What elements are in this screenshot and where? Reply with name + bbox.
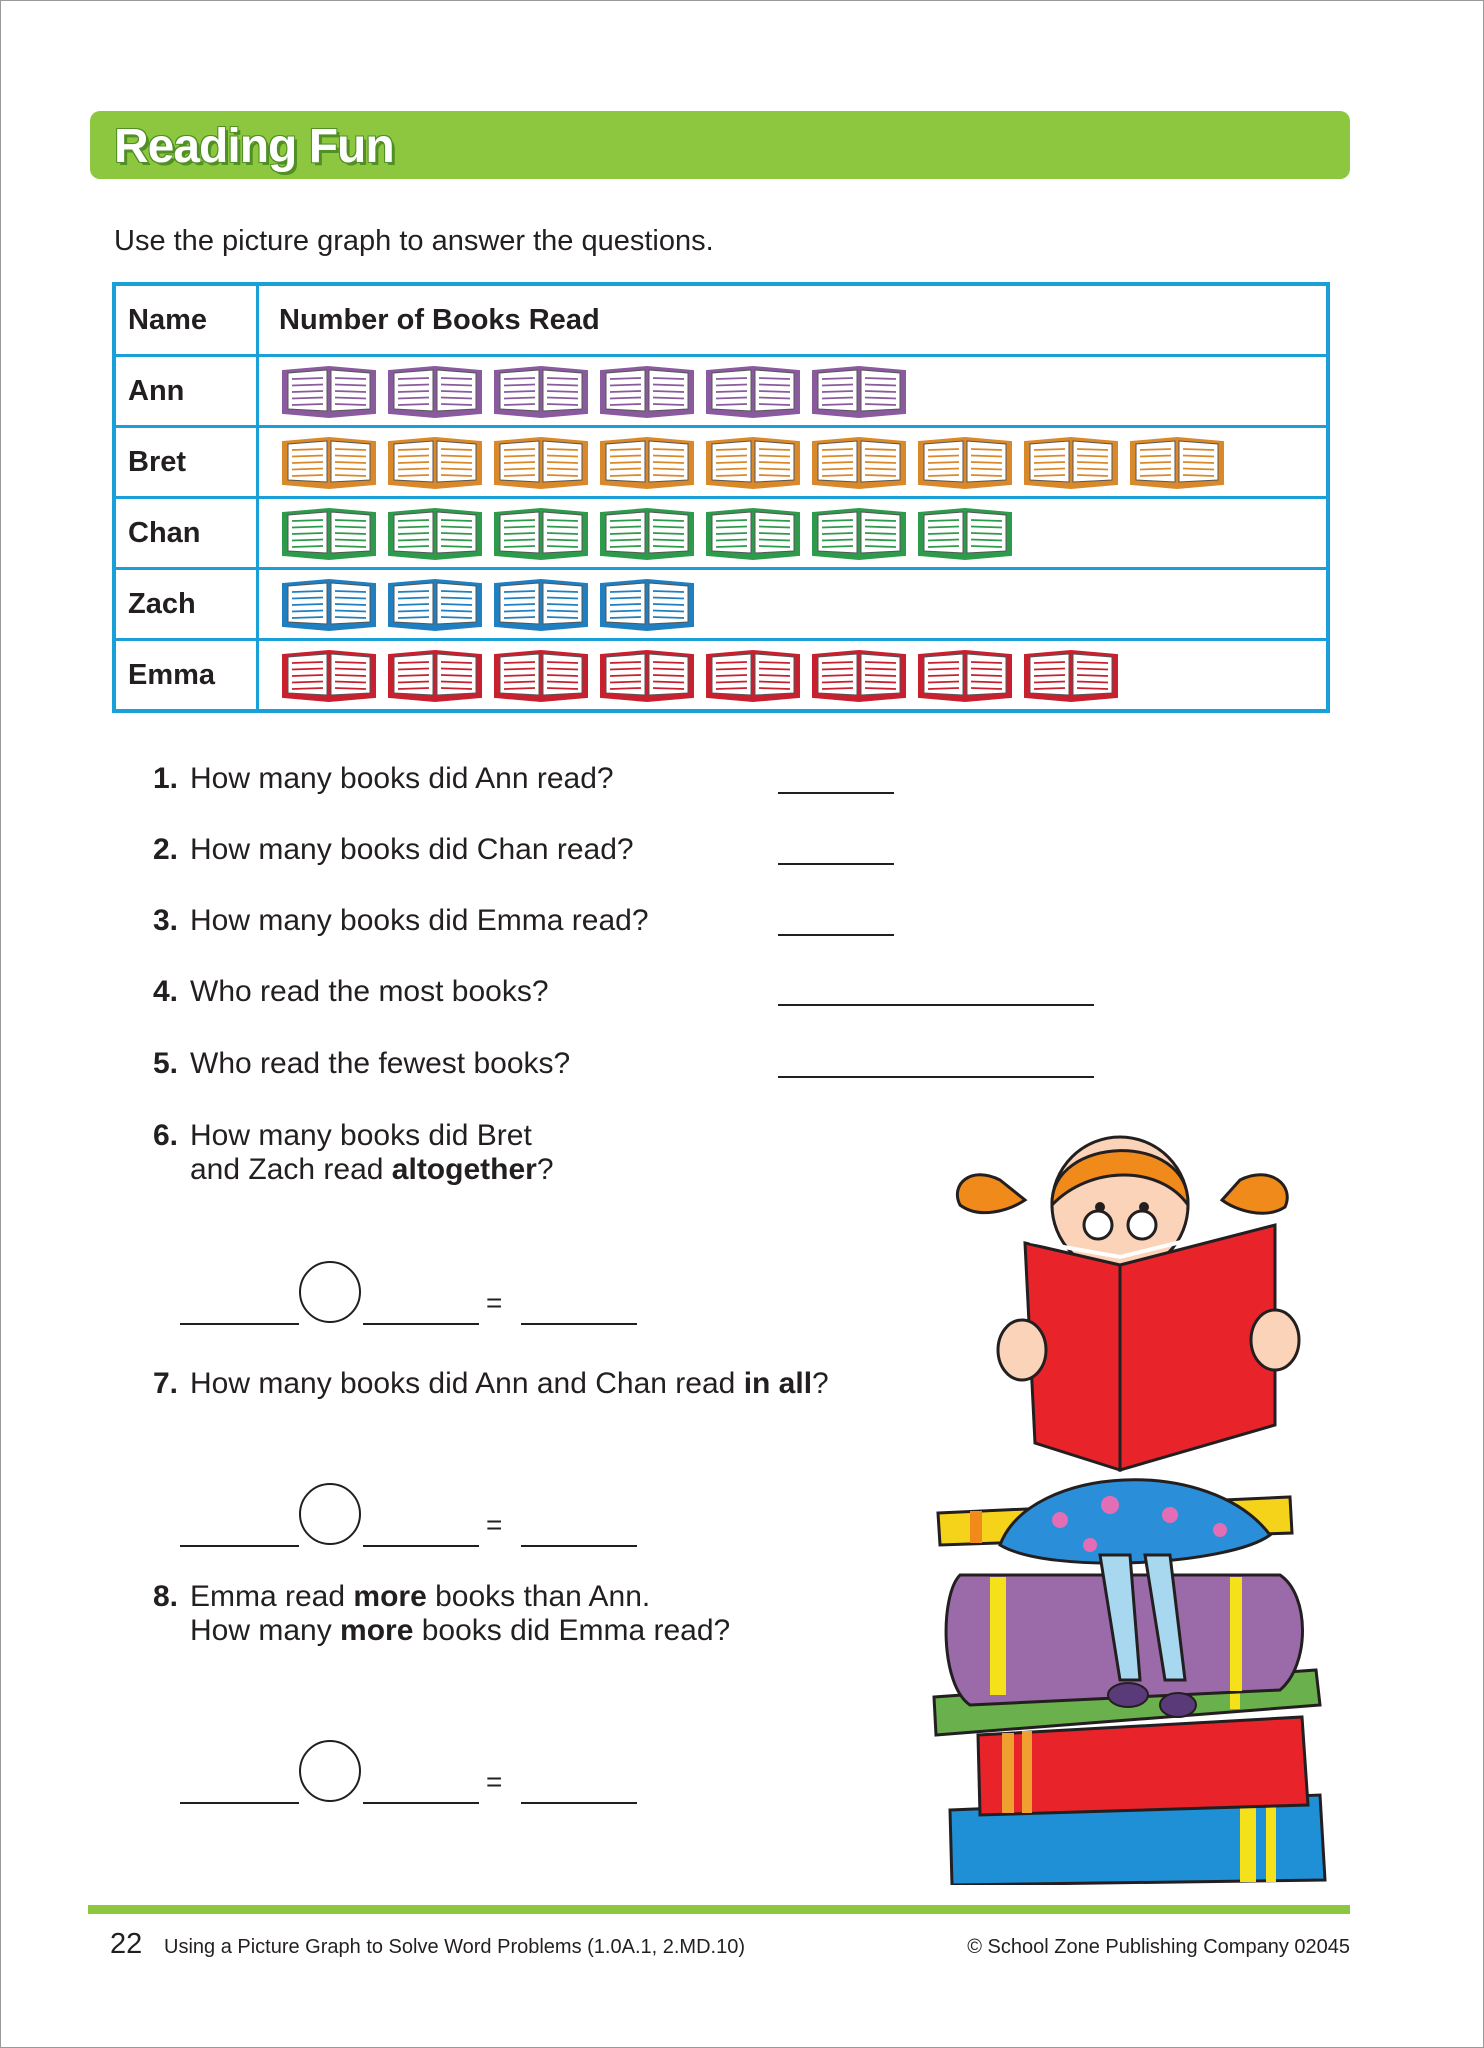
book-icon [809, 363, 909, 419]
row-name: Emma [114, 640, 258, 712]
book-icon [279, 576, 379, 632]
book-icon [915, 505, 1015, 561]
book-icon [385, 363, 485, 419]
book-icon [491, 647, 591, 703]
book-icons-chan [259, 505, 1326, 561]
book-icon [1021, 647, 1121, 703]
book-icon [279, 647, 379, 703]
book-icon [279, 363, 379, 419]
equals-sign: = [486, 1766, 503, 1797]
footer-rule [88, 1905, 1350, 1914]
graph-row [114, 427, 1328, 498]
book-icon [1127, 434, 1227, 490]
blank-addend-2[interactable] [363, 1323, 479, 1325]
book-icon [915, 434, 1015, 490]
row-name: Chan [114, 498, 258, 569]
equals-sign: = [486, 1287, 503, 1318]
books-column-header: Number of Books Read [258, 284, 1329, 356]
blank-addend-1[interactable] [180, 1802, 299, 1804]
book-icon [385, 647, 485, 703]
instructions: Use the picture graph to answer the questions. [114, 225, 714, 257]
equation-6 [180, 1261, 640, 1331]
blank-addend-1[interactable] [180, 1545, 299, 1547]
graph-row [114, 569, 1328, 640]
book-icons-zach [259, 576, 1326, 632]
girl-reading-illustration [930, 1125, 1330, 1885]
book-icon [597, 647, 697, 703]
book-icon [597, 363, 697, 419]
blank-answer[interactable] [521, 1802, 637, 1804]
book-icon [491, 576, 591, 632]
question-1: 1. How many books did Ann read? [152, 762, 614, 795]
book-icon [385, 505, 485, 561]
book-icons-emma [259, 647, 1326, 703]
book-icon [703, 363, 803, 419]
answer-line-1[interactable] [778, 792, 894, 794]
graph-row [114, 498, 1328, 569]
answer-line-4[interactable] [778, 1004, 1094, 1006]
equation-8 [180, 1740, 640, 1810]
row-name: Ann [114, 356, 258, 427]
picture-graph [112, 282, 1330, 713]
question-7: 7. How many books did Ann and Chan read in all? [152, 1367, 829, 1400]
book-icon [597, 434, 697, 490]
book-icon [809, 647, 909, 703]
question-4: 4. Who read the most books? [152, 975, 549, 1008]
book-icons-bret [259, 434, 1326, 490]
book-icon [703, 434, 803, 490]
blank-addend-2[interactable] [363, 1802, 479, 1804]
book-icon [703, 505, 803, 561]
question-3: 3. How many books did Emma read? [152, 904, 649, 937]
equation-7 [180, 1483, 640, 1553]
book-icon [385, 434, 485, 490]
book-icon [809, 434, 909, 490]
answer-line-3[interactable] [778, 934, 894, 936]
page-title: Reading Fun [114, 120, 394, 173]
book-icon [279, 434, 379, 490]
book-icon [703, 647, 803, 703]
blank-answer[interactable] [521, 1545, 637, 1547]
blank-addend-1[interactable] [180, 1323, 299, 1325]
answer-line-5[interactable] [778, 1076, 1094, 1078]
question-8: 8. Emma read more books than Ann. How many more books did Emma read? [152, 1580, 731, 1647]
question-2: 2. How many books did Chan read? [152, 833, 634, 866]
book-icon [279, 505, 379, 561]
book-icon [597, 576, 697, 632]
operator-circle[interactable] [299, 1483, 361, 1545]
book-icon [915, 647, 1015, 703]
answer-line-2[interactable] [778, 863, 894, 865]
book-icon [491, 505, 591, 561]
row-name: Bret [114, 427, 258, 498]
book-icon [809, 505, 909, 561]
book-icon [385, 576, 485, 632]
name-column-header: Name [114, 284, 258, 356]
book-icon [491, 434, 591, 490]
equals-sign: = [486, 1509, 503, 1540]
graph-row [114, 356, 1328, 427]
page-number: 22 [110, 1928, 143, 1960]
book-icon [1021, 434, 1121, 490]
title-banner [90, 111, 1350, 179]
graph-row [114, 640, 1328, 712]
book-icon [597, 505, 697, 561]
question-6: 6. How many books did Bret and Zach read altogether? [152, 1119, 554, 1186]
footer-topic: Using a Picture Graph to Solve Word Problems (1.0A.1, 2.MD.10) [164, 1936, 745, 1958]
footer-copyright: © School Zone Publishing Company 02045 [967, 1936, 1350, 1958]
graph-header-row [114, 284, 1328, 356]
book-icon [491, 363, 591, 419]
question-5: 5. Who read the fewest books? [152, 1047, 571, 1080]
blank-addend-2[interactable] [363, 1545, 479, 1547]
blank-answer[interactable] [521, 1323, 637, 1325]
operator-circle[interactable] [299, 1740, 361, 1802]
book-icons-ann [259, 363, 1326, 419]
row-name: Zach [114, 569, 258, 640]
operator-circle[interactable] [299, 1261, 361, 1323]
